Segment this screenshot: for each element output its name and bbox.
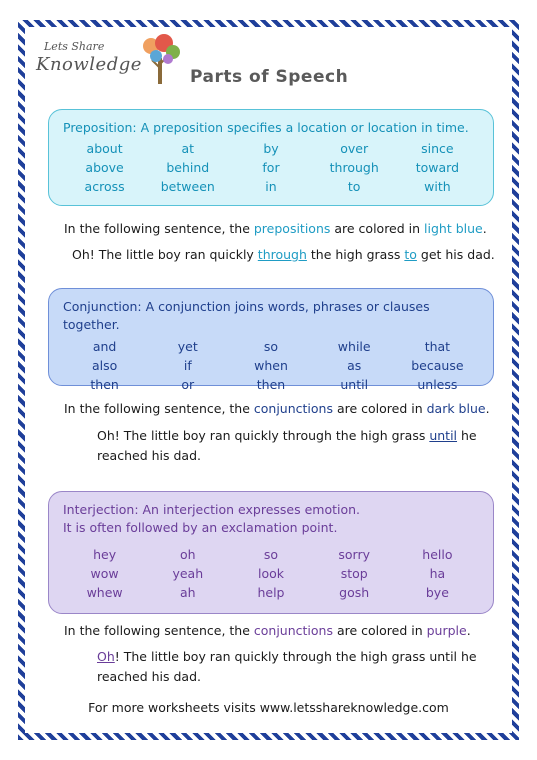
preposition-word: between <box>160 179 215 194</box>
preposition-word: at <box>181 141 195 156</box>
interjection-word: look <box>257 566 284 581</box>
highlighted-word: through <box>257 247 307 262</box>
preposition-word: across <box>84 179 125 194</box>
preposition-word: through <box>329 160 379 175</box>
preposition-word: above <box>85 160 124 175</box>
preposition-word-grid <box>63 141 479 194</box>
interjection-definition: Interjection: An interjection expresses emotion. <box>63 502 361 517</box>
interjection-example <box>97 647 477 667</box>
explanation-text: In the following sentence, the <box>64 623 254 638</box>
preposition-definition: Preposition: A preposition specifies a location or location in time. <box>63 120 469 135</box>
logo-line-1: Lets Share <box>44 40 105 53</box>
color-name: purple <box>426 623 467 638</box>
color-name: light blue <box>424 221 483 236</box>
example-text: Oh! The little boy ran quickly through the high grass <box>97 428 430 443</box>
explanation-text: are colored in <box>330 221 425 236</box>
interjection-word: ah <box>179 585 196 600</box>
page-title: Parts of Speech <box>190 67 349 87</box>
conjunction-word: when <box>254 358 288 373</box>
example-text: Oh! The little boy ran quickly <box>72 247 258 262</box>
interjection-word: hey <box>93 547 117 562</box>
preposition-word: by <box>263 141 279 156</box>
highlighted-word: to <box>404 247 417 262</box>
preposition-word: toward <box>415 160 460 175</box>
interjection-word: wow <box>90 566 119 581</box>
highlighted-word: until <box>429 428 458 443</box>
interjection-word: stop <box>340 566 368 581</box>
interjection-word: oh <box>180 547 196 562</box>
preposition-example <box>72 245 495 265</box>
preposition-explanation <box>64 219 487 239</box>
conjunction-word: also <box>91 358 118 373</box>
conjunction-word: because <box>411 358 464 373</box>
preposition-word: behind <box>166 160 210 175</box>
interjection-word-grid <box>63 547 479 600</box>
conjunction-word: so <box>263 339 279 354</box>
logo <box>36 30 186 88</box>
conjunction-word: that <box>424 339 451 354</box>
interjection-panel <box>48 491 494 614</box>
interjection-word: yeah <box>172 566 204 581</box>
tree-icon <box>140 32 182 86</box>
interjection-example-line-2: reached his dad. <box>97 669 201 684</box>
conjunction-word: as <box>347 358 362 373</box>
explanation-text: are colored in <box>332 623 427 638</box>
conjunction-definition: Conjunction: A conjunction joins words, phrases or clauses together. <box>63 299 430 332</box>
conjunction-word: unless <box>417 377 458 392</box>
conjunction-word: then <box>256 377 286 392</box>
example-text: get his dad. <box>416 247 495 262</box>
interjection-definition-line-2: It is often followed by an exclamation point. <box>63 520 338 535</box>
conjunction-word-grid <box>63 339 479 392</box>
conjunction-word: then <box>90 377 119 392</box>
interjection-word: bye <box>425 585 449 600</box>
preposition-word: with <box>424 179 451 194</box>
preposition-word: for <box>262 160 280 175</box>
explanation-text: . <box>482 221 487 236</box>
explanation-text: . <box>485 401 490 416</box>
color-name: dark blue <box>426 401 486 416</box>
conjunction-word: while <box>337 339 371 354</box>
highlight-term: conjunctions <box>253 401 333 416</box>
explanation-text: . <box>466 623 471 638</box>
highlight-term: prepositions <box>253 221 331 236</box>
explanation-text: are colored in <box>332 401 427 416</box>
footer-text: For more worksheets visits www.letsshareknowledge.com <box>88 700 449 715</box>
preposition-word: over <box>340 141 369 156</box>
conjunction-example <box>97 426 477 446</box>
conjunction-word: or <box>181 377 195 392</box>
highlighted-word: Oh <box>97 649 115 664</box>
conjunction-word: yet <box>177 339 198 354</box>
conjunction-example-line-2: reached his dad. <box>97 448 201 463</box>
interjection-word: help <box>257 585 285 600</box>
interjection-word: ha <box>429 566 446 581</box>
example-text: he <box>457 428 477 443</box>
conjunction-word: if <box>183 358 192 373</box>
preposition-word: since <box>421 141 454 156</box>
logo-line-2: Knowledge <box>36 54 142 75</box>
interjection-word: whew <box>86 585 123 600</box>
explanation-text: In the following sentence, the <box>64 221 254 236</box>
conjunction-word: and <box>92 339 117 354</box>
explanation-text: In the following sentence, the <box>64 401 254 416</box>
preposition-word: about <box>86 141 123 156</box>
preposition-word: to <box>347 179 361 194</box>
interjection-word: hello <box>422 547 453 562</box>
preposition-panel <box>48 109 494 206</box>
interjection-word: sorry <box>338 547 370 562</box>
conjunction-panel <box>48 288 494 392</box>
preposition-word: in <box>265 179 277 194</box>
conjunction-explanation <box>64 399 490 419</box>
interjection-word: so <box>263 547 279 562</box>
highlight-term: conjunctions <box>253 623 333 638</box>
interjection-explanation <box>64 621 471 641</box>
conjunction-word: until <box>340 377 369 392</box>
example-text: ! The little boy ran quickly through the high grass until he <box>114 649 477 664</box>
example-text: the high grass <box>306 247 405 262</box>
interjection-word: gosh <box>339 585 370 600</box>
